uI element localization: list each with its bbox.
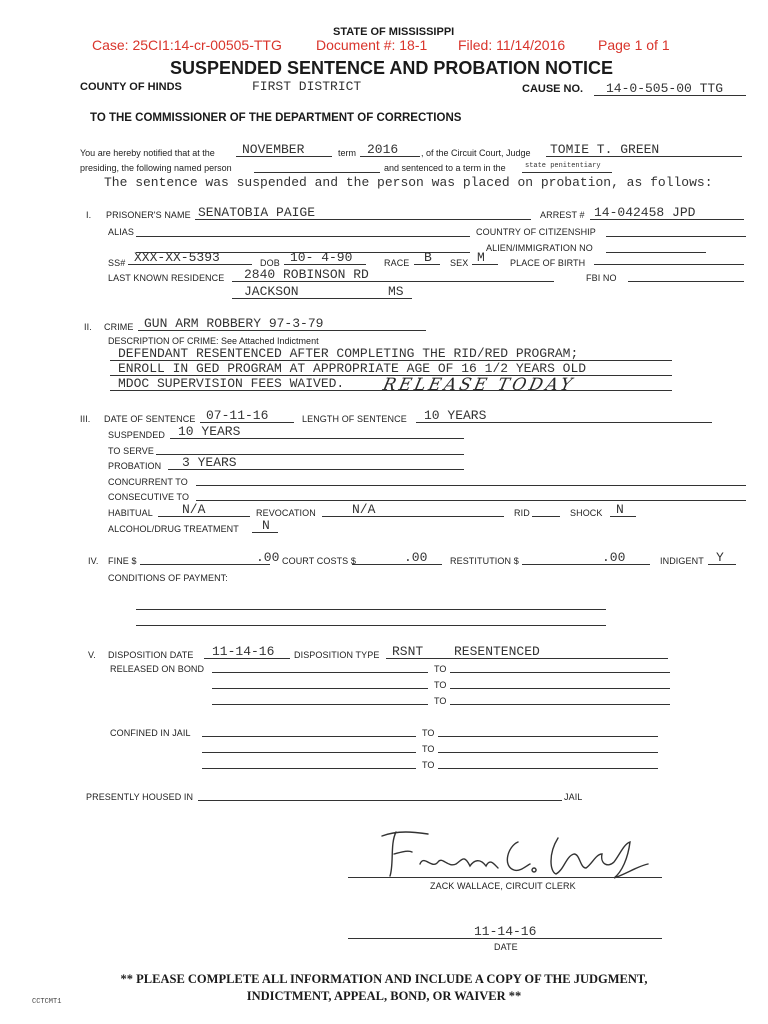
disposition-date-label: DISPOSITION DATE [108, 650, 194, 660]
jail-to-1: TO [422, 728, 435, 738]
handwritten-release-note [380, 372, 610, 398]
fbi-label: FBI NO [586, 273, 617, 283]
crime-value: GUN ARM ROBBERY 97-3-79 [144, 316, 324, 331]
disposition-date: 11-14-16 [212, 644, 275, 659]
race-value: B [424, 250, 432, 265]
prisoner-name-line [195, 219, 531, 220]
sentenced-label: and sentenced to a term in the [384, 163, 506, 173]
pob-line [594, 264, 744, 265]
filed-stamp: Filed: 11/14/2016 [458, 37, 566, 53]
bond-to-line-1 [450, 672, 670, 673]
treatment-label: ALCOHOL/DRUG TREATMENT [108, 524, 239, 534]
sex-line [472, 264, 498, 265]
shock-value: N [616, 502, 624, 517]
probation-value: 3 YEARS [182, 455, 237, 470]
bond-to-line-2 [450, 688, 670, 689]
court-costs-line [352, 564, 442, 565]
shock-label: SHOCK [570, 508, 603, 518]
to-serve-label: TO SERVE [108, 446, 154, 456]
form-code: CCTCMT1 [32, 998, 62, 1006]
judge-name: TOMIE T. GREEN [550, 142, 660, 157]
institution-value: state penitentiary [525, 162, 601, 170]
sentence-date-line [200, 422, 294, 423]
section-4-number: IV. [88, 556, 99, 566]
fbi-line [628, 281, 744, 282]
sentence-date-label: DATE OF SENTENCE [104, 414, 196, 424]
indigent-label: INDIGENT [660, 556, 704, 566]
case-stamp: Case: 25CI1:14-cr-00505-TTG [92, 37, 282, 53]
footer-instruction-1: ** PLEASE COMPLETE ALL INFORMATION AND INCLUDE A COPY OF THE JUDGMENT, [120, 972, 648, 986]
jail-to-line-1 [438, 736, 658, 737]
suspended-label: SUSPENDED [108, 430, 165, 440]
judge-line [546, 156, 742, 157]
residence-label: LAST KNOWN RESIDENCE [108, 273, 225, 283]
habitual-line [158, 516, 250, 517]
rid-line [532, 516, 560, 517]
restitution-line [522, 564, 650, 565]
bond-line-1 [212, 672, 428, 673]
ssn-value: XXX-XX-5393 [134, 250, 220, 265]
jail-to-3: TO [422, 760, 435, 770]
section-5-number: V. [88, 650, 96, 660]
signature-date: 11-14-16 [474, 924, 537, 939]
description-label: DESCRIPTION OF CRIME: See Attached Indictment [108, 336, 319, 346]
term-year: 2016 [367, 142, 399, 157]
released-on-bond-label: RELEASED ON BOND [110, 664, 205, 674]
pob-label: PLACE OF BIRTH [510, 258, 586, 268]
section-2-number: II. [84, 322, 92, 332]
term-year-line [360, 156, 420, 157]
citizenship-line [606, 236, 746, 237]
residence-line-1: 2840 ROBINSON RD [244, 267, 369, 282]
suspended-line [170, 438, 464, 439]
citizenship-label: COUNTRY OF CITIZENSHIP [476, 227, 596, 237]
consecutive-label: CONSECUTIVE TO [108, 492, 190, 502]
jail-line-2 [202, 752, 416, 753]
prisoner-name-label: PRISONER'S NAME [106, 210, 191, 220]
jail-to-2: TO [422, 744, 435, 754]
probation-statement: The sentence was suspended and the person was placed on probation, as follows: [104, 175, 713, 190]
disposition-type-code: RSNT [392, 644, 424, 659]
bond-to-2: TO [434, 680, 447, 690]
term-month: NOVEMBER [242, 142, 305, 157]
sex-label: SEX [450, 258, 469, 268]
signature-line [348, 877, 662, 878]
disposition-type-line [386, 658, 668, 659]
alias-label: ALIAS [108, 227, 135, 237]
bond-line-3 [212, 704, 428, 705]
residence-underline-2 [232, 298, 412, 299]
arrest-number: 14-042458 JPD [594, 205, 696, 220]
term-month-line [236, 156, 332, 157]
description-line-2: ENROLL IN GED PROGRAM AT APPROPRIATE AGE OF 16 1/2 YEARS OLD [118, 361, 587, 376]
sex-value: M [477, 250, 485, 265]
bond-to-line-3 [450, 704, 670, 705]
restitution-value: .00 [602, 550, 626, 565]
bond-to-1: TO [434, 664, 447, 674]
bond-line-2 [212, 688, 428, 689]
page-stamp: Page 1 of 1 [598, 37, 670, 53]
disposition-type-label: DISPOSITION TYPE [294, 650, 380, 660]
cause-underline [594, 95, 746, 96]
sentence-date: 07-11-16 [206, 408, 269, 423]
arrest-label: ARREST # [540, 210, 585, 220]
alien-line [606, 252, 706, 253]
institution-line [522, 172, 612, 173]
presiding-line [254, 172, 380, 173]
footer-instruction-2: INDICTMENT, APPEAL, BOND, OR WAIVER ** [246, 989, 522, 1003]
state-heading: STATE OF MISSISSIPPI [333, 26, 455, 38]
probation-label: PROBATION [108, 461, 162, 471]
signature-date-label: DATE [494, 942, 518, 952]
confined-in-jail-label: CONFINED IN JAIL [110, 728, 191, 738]
dob-label: DOB [260, 258, 280, 268]
race-label: RACE [384, 258, 410, 268]
revocation-value: N/A [352, 502, 376, 517]
signature-date-line [348, 938, 662, 939]
presiding-label: presiding, the following named person [80, 163, 232, 173]
revocation-label: REVOCATION [256, 508, 316, 518]
county-label: COUNTY OF HINDS [80, 81, 182, 93]
to-commissioner: TO THE COMMISSIONER OF THE DEPARTMENT OF CORRECTIONS [90, 112, 462, 124]
presently-housed-line [198, 800, 562, 801]
probation-line [168, 469, 464, 470]
section-3-number: III. [80, 414, 91, 424]
revocation-line [322, 516, 504, 517]
term-label: term [338, 148, 356, 158]
jail-to-line-3 [438, 768, 658, 769]
cause-label: CAUSE NO. [522, 83, 584, 95]
prisoner-name: SENATOBIA PAIGE [198, 205, 316, 220]
jail-line-1 [202, 736, 416, 737]
indigent-value: Y [716, 550, 724, 565]
court-costs-label: COURT COSTS $ [282, 556, 356, 566]
residence-underline-1 [232, 281, 554, 282]
description-line-1: DEFENDANT RESENTENCED AFTER COMPLETING THE RID/RED PROGRAM; [118, 346, 579, 361]
residence-state: MS [388, 284, 404, 299]
rid-label: RID [514, 508, 530, 518]
bond-to-3: TO [434, 696, 447, 706]
cause-number: 14-0-505-00 TTG [606, 81, 724, 96]
disposition-date-line [204, 658, 290, 659]
treatment-value: N [262, 518, 270, 533]
alien-label: ALIEN/IMMIGRATION NO [486, 243, 593, 253]
clerk-name: ZACK WALLACE, CIRCUIT CLERK [430, 881, 576, 891]
page-title: SUSPENDED SENTENCE AND PROBATION NOTICE [170, 58, 614, 78]
conditions-label: CONDITIONS OF PAYMENT: [108, 573, 228, 583]
ssn-label: SS# [108, 258, 126, 268]
section-1-number: I. [86, 210, 92, 220]
ssn-line [128, 264, 252, 265]
fine-value: .00 [256, 550, 280, 565]
jail-to-line-2 [438, 752, 658, 753]
presently-housed-suffix: JAIL [564, 792, 583, 802]
conditions-line-2 [136, 625, 606, 626]
clerk-signature [368, 824, 668, 884]
residence-city: JACKSON [244, 284, 299, 299]
sentence-length: 10 YEARS [424, 408, 487, 423]
presently-housed-label: PRESENTLY HOUSED IN [86, 792, 194, 802]
sentence-length-label: LENGTH OF SENTENCE [302, 414, 407, 424]
consecutive-line [196, 500, 746, 501]
description-line-3: MDOC SUPERVISION FEES WAIVED. [118, 376, 345, 391]
concurrent-label: CONCURRENT TO [108, 477, 188, 487]
notice-hereby-label: You are hereby notified that at the [80, 148, 215, 158]
court-costs-value: .00 [404, 550, 428, 565]
jail-line-3 [202, 768, 416, 769]
race-line [414, 264, 440, 265]
treatment-line [252, 532, 278, 533]
indigent-line [708, 564, 736, 565]
fine-label: FINE $ [108, 556, 137, 566]
conditions-line-1 [136, 609, 606, 610]
shock-line [610, 516, 636, 517]
crime-label: CRIME [104, 322, 134, 332]
concurrent-line [196, 485, 746, 486]
arrest-line [590, 219, 744, 220]
alias-line [136, 236, 470, 237]
crime-line [138, 330, 426, 331]
fine-line [140, 564, 270, 565]
handwritten-note-text: RELEASE TODAY [381, 375, 577, 395]
disposition-type: RESENTENCED [454, 644, 540, 659]
suspended-value: 10 YEARS [178, 424, 241, 439]
court-label: , of the Circuit Court, Judge [421, 148, 531, 158]
dob-value: 10- 4-90 [290, 250, 353, 265]
dob-line [284, 264, 366, 265]
restitution-label: RESTITUTION $ [450, 556, 519, 566]
document-stamp: Document #: 18-1 [316, 37, 428, 53]
habitual-label: HABITUAL [108, 508, 153, 518]
sentence-length-line [416, 422, 712, 423]
habitual-value: N/A [182, 502, 206, 517]
district-value: FIRST DISTRICT [252, 79, 362, 94]
